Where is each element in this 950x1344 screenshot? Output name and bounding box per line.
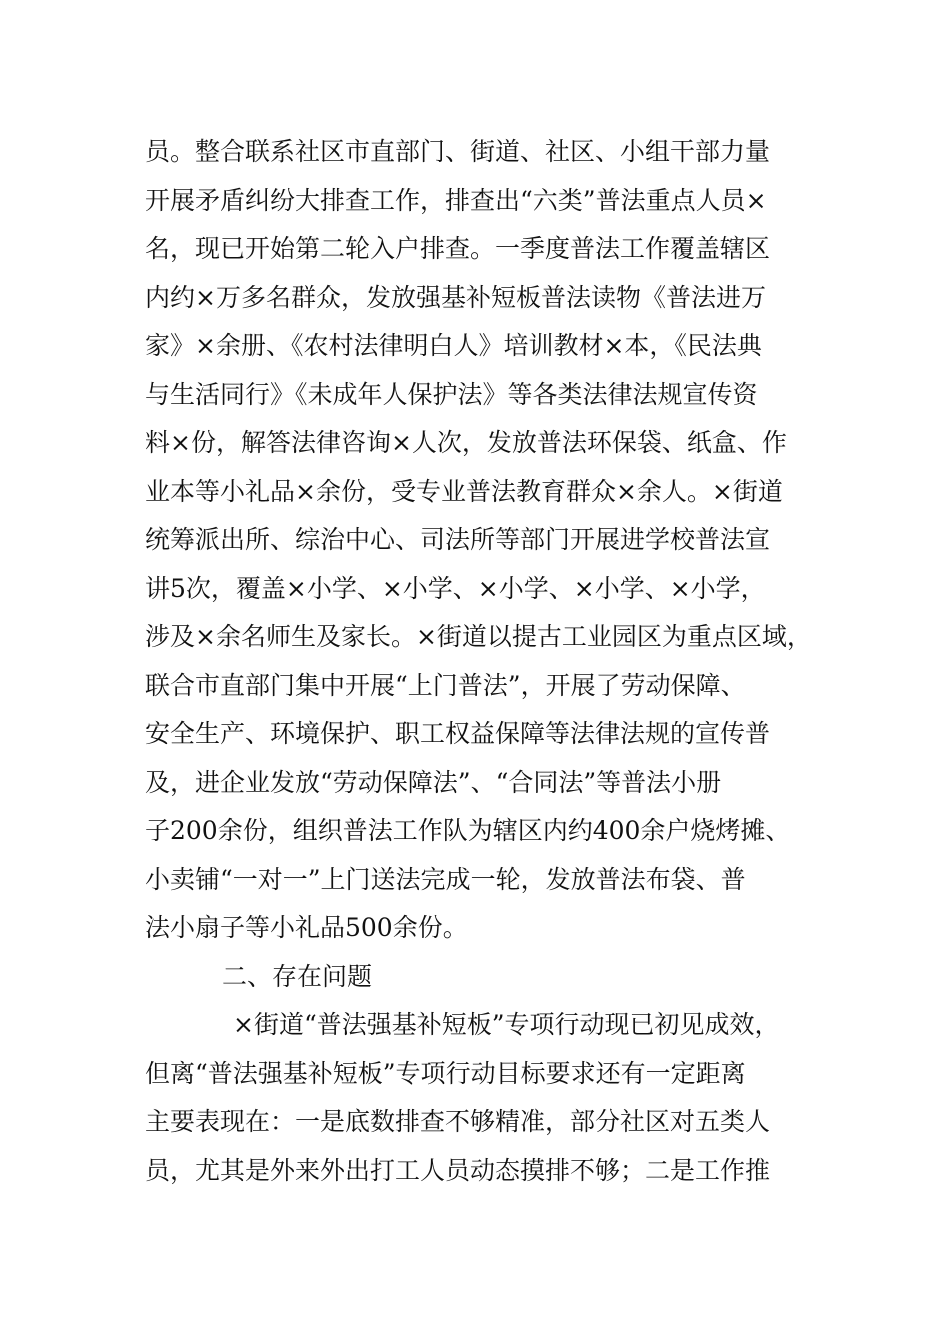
section-heading: 二、存在问题 [222, 961, 373, 991]
paragraph-line: 业本等小礼品×余份，受专业普法教育群众×余人。×街道 [145, 476, 783, 506]
paragraph-line: 安全生产、环境保护、职工权益保障等法律法规的宣传普 [145, 719, 771, 748]
paragraph-line: 员，尤其是外来外出打工人员动态摸排不够；二是工作推 [145, 1155, 771, 1185]
paragraph-line: 名，现已开始第二轮入户排查。一季度普法工作覆盖辖区 [145, 234, 771, 263]
paragraph-line: 开展矛盾纠纷大排查工作，排查出“六类”普法重点人员× [145, 185, 767, 215]
paragraph-line: 子200余份，组织普法工作队为辖区内约400余户烧烤摊、 [145, 816, 791, 845]
paragraph-line: ×街道“普法强基补短板”专项行动现已初见成效， [233, 1010, 780, 1039]
paragraph-line: 及，进企业发放“劳动保障法”、“合同法”等普法小册 [145, 767, 722, 797]
paragraph-line: 料×份，解答法律咨询×人次，发放普法环保袋、纸盒、作 [145, 428, 787, 457]
paragraph-line: 讲5次，覆盖×小学、×小学、×小学、×小学、×小学， [145, 573, 766, 603]
document-body [145, 128, 825, 1195]
paragraph-line: 涉及×余名师生及家长。×街道以提古工业园区为重点区域， [145, 622, 812, 651]
paragraph-line: 统筹派出所、综治中心、司法所等部门开展进学校普法宣 [145, 525, 771, 554]
paragraph-line: 法小扇子等小礼品500余份。 [145, 913, 468, 942]
paragraph-line: 主要表现在：一是底数排查不够精准，部分社区对五类人 [145, 1107, 771, 1136]
paragraph-line: 但离“普法强基补短板”专项行动目标要求还有一定距离 [145, 1058, 746, 1088]
paragraph-line: 内约×万多名群众，发放强基补短板普法读物《普法进万 [145, 282, 766, 312]
paragraph-line: 员。整合联系社区市直部门、街道、社区、小组干部力量 [145, 137, 771, 166]
paragraph-line: 联合市直部门集中开展“上门普法”，开展了劳动保障、 [145, 670, 746, 700]
paragraph-line: 家》×余册、《农村法律明白人》培训教材×本，《民法典 [145, 331, 762, 360]
paragraph-line: 小卖铺“一对一”上门送法完成一轮，发放普法布袋、普 [145, 864, 746, 894]
paragraph-line: 与生活同行》《未成年人保护法》等各类法律法规宣传资 [145, 379, 758, 409]
